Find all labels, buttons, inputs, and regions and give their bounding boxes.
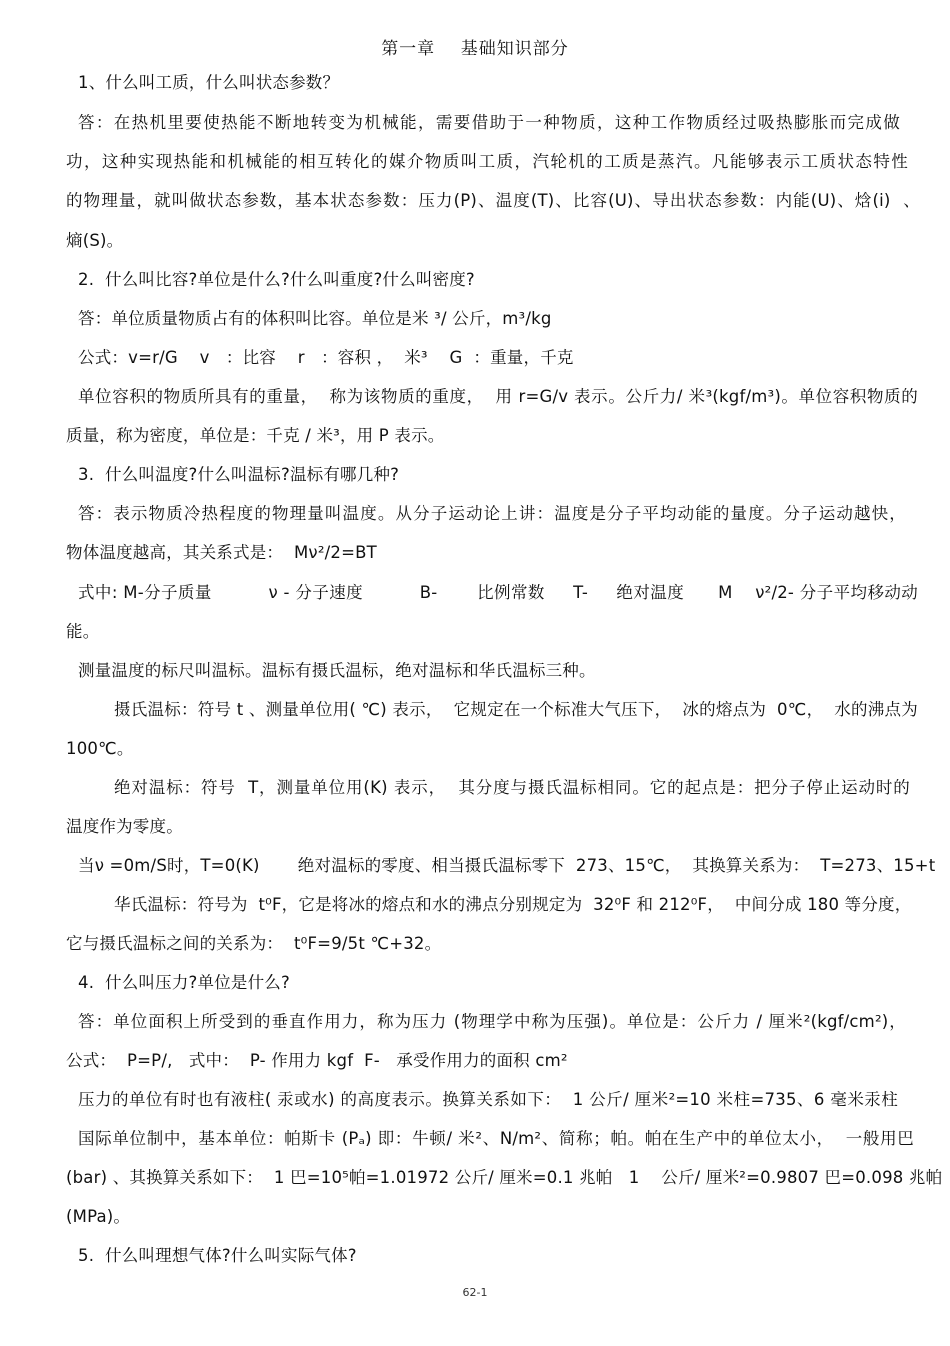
answer-line: 功，这种实现热能和机械能的相互转化的媒介物质叫工质，汽轮机的工质是蒸汽。凡能够表示工质状态特性: [66, 152, 908, 171]
formula-line: 公式： P=P/, 式中： P- 作用力 kgf F- 承受作用力的面积 cm²: [66, 1051, 568, 1070]
answer-line: 的物理量，就叫做状态参数，基本状态参数：压力(P)、温度(T)、比容(U)、导出状态参数：内能(U)、焓(i) 、: [66, 191, 920, 210]
body-line: 能。: [66, 622, 100, 641]
body-line: 它与摄氏温标之间的关系为： t⁰F=9/5t ℃+32。: [66, 934, 442, 953]
question-1: 1、什么叫工质，什么叫状态参数？: [78, 73, 340, 92]
answer-line: 答：在热机里要使热能不断地转变为机械能，需要借助于一种物质，这种工作物质经过吸热膨胀而完成做: [78, 113, 900, 132]
question-4: 4. 什么叫压力?单位是什么?: [78, 973, 290, 992]
body-line: 摄氏温标：符号 t 、测量单位用( ℃) 表示， 它规定在一个标准大气压下， 冰的熔点为 0℃， 水的沸点为: [114, 700, 918, 719]
question-2: 2. 什么叫比容?单位是什么?什么叫重度?什么叫密度?: [78, 270, 475, 289]
body-line: 华氏温标：符号为 t⁰F，它是将冰的熔点和水的沸点分别规定为 32⁰F 和 212⁰F， 中间分成 180 等分度，: [114, 895, 912, 914]
chapter-title: 第一章 基础知识部分: [381, 39, 569, 59]
answer-line: 答：单位质量物质占有的体积叫比容。单位是米 ³/ 公斤，m³/kg: [78, 309, 552, 328]
answer-line: 物体温度越高，其关系式是： Mν²/2=BT: [66, 543, 377, 562]
formula-line: 公式：v=r/G v ：比容 r ：容积 ， 米³ G ：重量，千克: [78, 348, 574, 367]
body-line: 绝对温标：符号 T，测量单位用(K) 表示， 其分度与摄氏温标相同。它的起点是：把分子停止运动时的: [114, 778, 910, 797]
body-line: 单位容积的物质所具有的重量， 称为该物质的重度， 用 r=G/v 表示。公斤力/ 米³(kgf/m³)。单位容积物质的: [78, 387, 918, 406]
body-line: 质量，称为密度，单位是：千克 / 米³，用 P 表示。: [66, 426, 445, 445]
body-line: 国际单位制中，基本单位：帕斯卡 (Pₐ) 即：牛顿/ 米²、N/m²、简称；帕。帕在生产中的单位太小， 一般用巴: [78, 1129, 914, 1148]
question-3: 3. 什么叫温度?什么叫温标?温标有哪几种?: [78, 465, 400, 484]
answer-line: 答：单位面积上所受到的垂直作用力，称为压力 (物理学中称为压强)。单位是：公斤力 / 厘米²(kgf/cm²)，: [78, 1012, 906, 1031]
body-line: 当ν =0m/S时，T=0(K) 绝对温标的零度、相当摄氏温标零下 273、15℃， 其换算关系为： T=273、15+t: [78, 856, 936, 875]
answer-line: 答：表示物质冷热程度的物理量叫温度。从分子运动论上讲：温度是分子平均动能的量度。分子运动越快，: [78, 504, 906, 523]
body-line: (bar) 、其换算关系如下： 1 巴=10⁵帕=1.01972 公斤/ 厘米=0.1 兆帕 1 公斤/ 厘米²=0.9807 巴=0.098 兆帕: [66, 1168, 943, 1187]
body-line: 温度作为零度。: [66, 817, 183, 836]
body-line: (MPa)。: [66, 1207, 131, 1226]
body-line: 压力的单位有时也有液柱( 汞或水) 的高度表示。换算关系如下： 1 公斤/ 厘米²=10 米柱=735、6 毫米汞柱: [78, 1090, 898, 1109]
page-number: 62-1: [462, 1286, 488, 1299]
body-line: 测量温度的标尺叫温标。温标有摄氏温标，绝对温标和华氏温标三种。: [78, 661, 596, 680]
body-line: 式中: M-分子质量 ν - 分子速度 B- 比例常数 T- 绝对温度 M ν²/2- 分子平均移动动: [78, 583, 918, 602]
body-line: 100℃。: [66, 739, 134, 758]
answer-line: 熵(S)。: [66, 231, 124, 250]
question-5: 5. 什么叫理想气体?什么叫实际气体?: [78, 1246, 357, 1265]
